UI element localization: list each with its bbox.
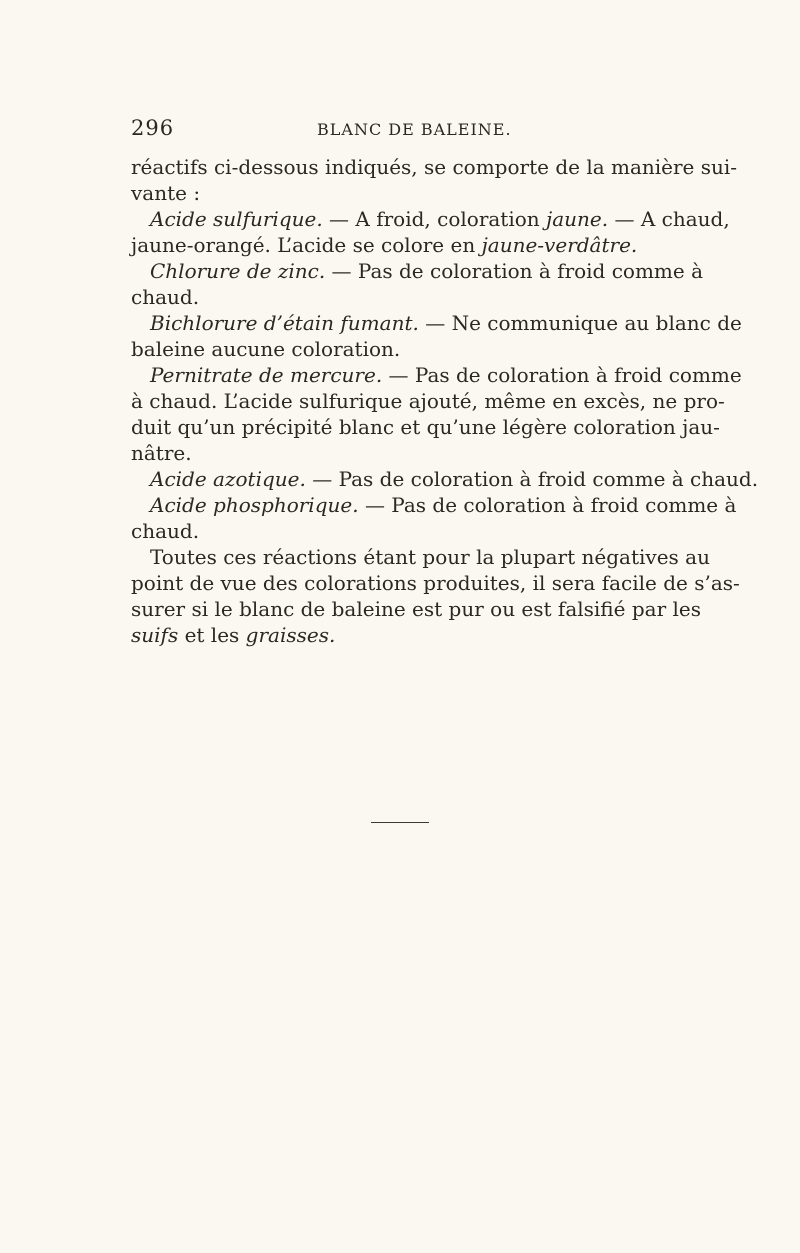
text-line: point de vue des colorations produites, il sera facile de s’as- (131, 571, 740, 595)
text-line: surer si le blanc de baleine est pur ou est falsifié par les (131, 597, 701, 621)
reagent-name: Acide phosphorique. (150, 493, 359, 517)
text-line: chaud. (131, 285, 200, 309)
reaction-nitric-acid: Acide azotique. — Pas de coloration à froid comme à chaud. (150, 467, 759, 491)
text-line: réactifs ci-dessous indiqués, se comporte de la manière sui- (131, 155, 738, 179)
reagent-name: Bichlorure d’étain fumant. (150, 311, 419, 335)
reaction-zinc-chloride: Chlorure de zinc. — Pas de coloration à froid comme à (150, 259, 704, 283)
text-line: duit qu’un précipité blanc et qu’une légère coloration jau- (131, 415, 720, 439)
text-line: baleine aucune coloration. (131, 337, 401, 361)
text-line: suifs et les graisses. (131, 623, 336, 647)
conclusion-paragraph: Toutes ces réactions étant pour la plupart négatives au (150, 545, 710, 569)
reagent-name: Chlorure de zinc. (150, 259, 326, 283)
reagent-name: Acide sulfurique. (150, 207, 323, 231)
text-line: chaud. (131, 519, 200, 543)
reagent-name: Acide azotique. (150, 467, 306, 491)
running-title: BLANC DE BALEINE. (317, 120, 512, 139)
reaction-mercury-pernitrate: Pernitrate de mercure. — Pas de coloration à froid comme (150, 363, 742, 387)
text-line: jaune-orangé. L’acide se colore en jaune-verdâtre. (131, 233, 638, 257)
text-line: à chaud. L’acide sulfurique ajouté, même en excès, ne pro- (131, 389, 725, 413)
text-line: vante : (131, 181, 201, 205)
reaction-phosphoric-acid: Acide phosphorique. — Pas de coloration à froid comme à (150, 493, 737, 517)
reaction-tin-bichloride: Bichlorure d’étain fumant. — Ne communique au blanc de (150, 311, 742, 335)
reaction-sulfuric-acid: Acide sulfurique. — A froid, coloration jaune. — A chaud, (150, 207, 730, 231)
page-number: 296 (131, 116, 175, 140)
section-divider (371, 822, 429, 823)
page-header (131, 116, 696, 142)
text-line: nâtre. (131, 441, 192, 465)
body-text (131, 154, 759, 648)
reagent-name: Pernitrate de mercure. (150, 363, 383, 387)
